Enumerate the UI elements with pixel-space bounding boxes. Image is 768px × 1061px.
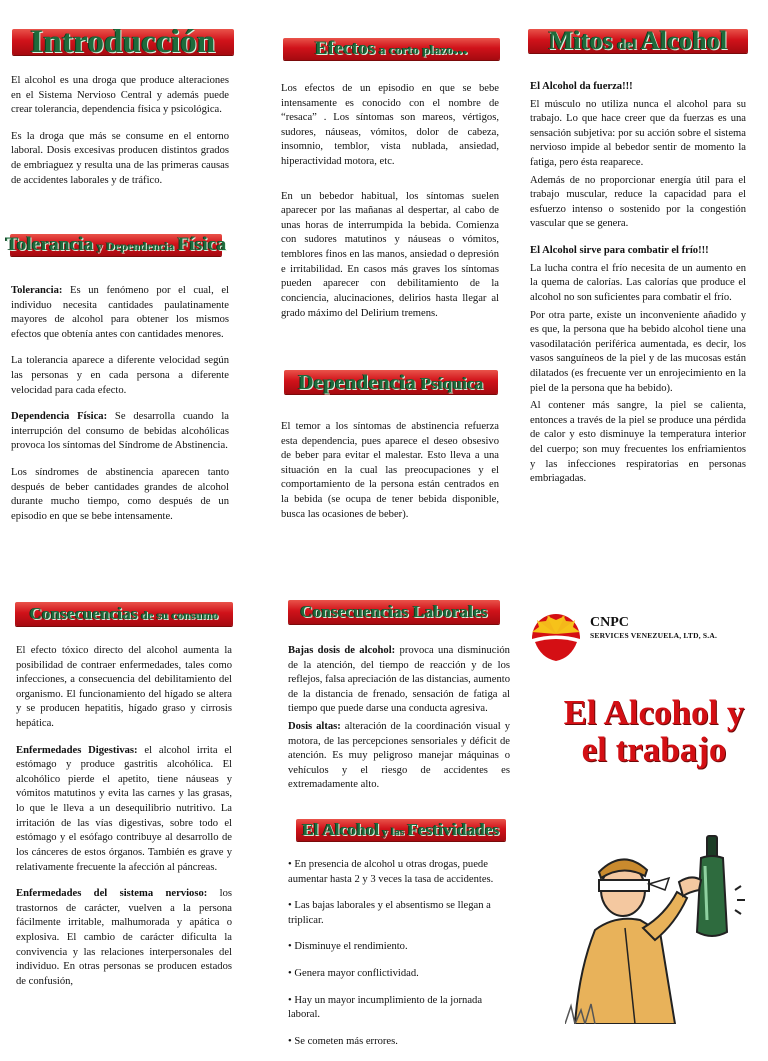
myth-2-heading <box>530 244 746 259</box>
myth-1-paragraph-1: El músculo no utiliza nunca el alcohol para su trabajo. Lo que hace creer que da fuerzas es una sensación subjetiva: por su acción sobre el sistema nervioso impide al bebedor sentir de momento la fatiga, pero ésta reaparece. <box>530 98 746 169</box>
list-item: • Hay un mayor incumplimiento de la jornada laboral. <box>288 994 483 1021</box>
intro-title: Introducción <box>12 18 234 66</box>
psychic-dependence-section <box>281 420 499 534</box>
festivities-title-word-2: Alcohol <box>322 820 380 839</box>
short-term-effects-title <box>283 30 500 68</box>
consumption-consequences-title <box>15 594 233 634</box>
tolerance-paragraph <box>11 284 229 342</box>
blindfold <box>599 880 649 891</box>
myth-1-heading-text: El Alcohol da fuerza!!! <box>530 81 633 92</box>
cover-title-line-1: El Alcohol y <box>563 693 745 732</box>
cover-title-line-2: el trabajo <box>581 729 727 769</box>
consumption-title-word-1: Consecuencias <box>29 604 138 623</box>
consumption-paragraph: El efecto tóxico directo del alcohol aumenta la posibilidad de contraer enfermedades, tales como infecciones, a consecuencia del debilitamiento del organismo. El funcionamiento del hígado se altera y se producen hepatitis, hígado graso y cirrosis hepática. <box>16 645 232 730</box>
nervous-text: los trastornos de carácter, vuelven a la persona fácilmente irritable, malhumorada y apática o explosiva. El cambio de carácter dificulta la convivencia y las relaciones interpersonales del individuo. En otras personas se producen estados de confusión, <box>16 888 233 987</box>
tolerance-text: Es un fenómeno por el cual, el individuo necesita cantidades paulatinamente mayores de alcohol para obtener los mismos efectos que obtenía antes con cantidades menores. <box>11 285 229 340</box>
tolerance-section <box>11 284 229 537</box>
cover-title <box>540 695 768 769</box>
festivities-list <box>288 858 510 1061</box>
short-term-paragraph-1: Los efectos de un episodio en que se bebe intensamente es conocido con el nombre de “resaca” . Los síntomas son mareos, vértigos, sudores, náuseas, vómitos, dolor de cabeza, insomnio, temblor, vista nublada, ansiedad, hiperactividad motora, etc. <box>281 83 499 168</box>
arm <box>643 892 687 940</box>
festivities-title-word-4: Festividades <box>407 820 500 839</box>
nervous-label: Enfermedades del sistema nervioso: <box>16 888 208 900</box>
myth-2-paragraph-3: Al contener más sangre, la piel se calienta, entonces a través de la piel se produce una pérdida de calor y esto disminuye la temperatura interior del cuerpo; son muy frecuentes los enfriamientos y las infecciones respiratorias en personas embriagadas. <box>530 400 746 485</box>
list-item: • Genera mayor conflictividad. <box>288 968 419 980</box>
nervous-system-paragraph <box>16 887 232 989</box>
myth-1-paragraph-2: Además de no proporcionar energía útil para el trabajo muscular, reduce la capacidad para el esfuerzo intenso o sostenido por la congestión vascular que se genera. <box>530 174 746 230</box>
brand-name: CNPC <box>590 615 629 630</box>
labor-consequences-section <box>288 644 510 805</box>
list-item: • Disminuye el rendimiento. <box>288 941 408 953</box>
tolerance-title-word-1: Tolerancia <box>5 234 94 255</box>
myths-title <box>528 16 748 66</box>
tolerance-label: Tolerancia: <box>11 285 63 296</box>
intro-section <box>11 74 229 200</box>
psychic-paragraph: El temor a los síntomas de abstinencia refuerza esta dependencia, pues aparece el deseo obsesivo de beber para evitar el malestar. Esto lleva a una situación en la cual las preocupaciones y el comportamiento de la persona están centrados en la bebida (se ocupa de tener bebida disponible, busca las ocasiones de beber). <box>281 421 499 520</box>
festivities-title <box>296 812 506 848</box>
intro-paragraph-2: Es la droga que más se consume en el entorno laboral. Dosis excesivas producen distintos grados de embriaguez y resulta una de las primeras causas de accidentes laborales y de tráfico. <box>11 130 229 186</box>
physical-dependence-label: Dependencia Física: <box>11 411 108 423</box>
myths-title-word-1: Mitos <box>548 26 614 55</box>
withdrawal-paragraph: Los síndromes de abstinencia aparecen tanto después de beber cantidades grandes de alcohol durante mucho tiempo, como después de un episodio en que se bebe intensamente. <box>11 467 229 522</box>
physical-dependence-paragraph <box>11 410 229 454</box>
physical-dependence-text: Se desarrolla cuando la interrupción del consumo de bebidas alcohólicas provoca los síntomas del Síndrome de Abstinencia. <box>11 411 229 452</box>
tolerance-title-word-3: Física <box>177 234 227 255</box>
tolerance-title-word-2: y Dependencia <box>93 239 178 253</box>
tolerance-title <box>5 226 227 264</box>
myth-2-heading-text: El Alcohol sirve para combatir el frío!!! <box>530 245 709 257</box>
list-item: • Las bajas laborales y el absentismo se llegan a triplicar. <box>288 900 491 926</box>
festivities-title-word-1: El <box>302 820 323 839</box>
digestive-text: el alcohol irrita el estómago y produce gastritis alcohólica. El alcohólico pierde el apetito, tiene náuseas y vómitos matutinos y evita las carnes y las grasas, lo que le lleva a un desequilibrio nutritivo. La irritación de las vías digestivas, sobre todo el estómago y el esófago contribuye al desarrollo de los cánceres de estos órganos. También es grave y relativamente frecuente la afección al páncreas. <box>16 744 232 873</box>
consumption-consequences-section <box>16 644 232 1001</box>
psychic-dependence-title <box>284 362 498 402</box>
high-dose-text: alteración de la coordinación visual y motora, de las percepciones sensoriales y déficit de atención. Es muy peligroso manejar máquinas o vehículos y el riesgo de accidentes es extremadamente alto. <box>288 721 510 791</box>
psychic-title-word-2: Psíquica <box>416 373 484 393</box>
myth-2-paragraph-2: Por otra parte, existe un inconveniente añadido y es que, la persona que ha bebido alcohol tiene una vasodilatación periférica aumentada, es decir, los vasos sanguíneos de la piel y de las mucosas están dilatados (es frecuente ver un enrojecimiento en la piel de la persona que ha bebido). <box>530 309 746 394</box>
myths-section <box>530 80 746 499</box>
intro-paragraph-1: El alcohol es una droga que produce alteraciones en el Sistema Nervioso Central y además puede crear tolerancia, dependencia física y psicológica. <box>11 75 229 116</box>
myth-2-paragraph-1: La lucha contra el frío necesita de un aumento en la quema de calorías. Las calorías que produce el alcohol no son suficientes para combatir el frío. <box>530 262 746 303</box>
tolerance-paragraph-2: La tolerancia aparece a diferente velocidad según las personas y en cada persona a diferente velocidad para cada efecto. <box>11 355 229 396</box>
low-dose-text: provoca una disminución de la atención, del tiempo de reacción y de los reflejos, falsa apreciación de las distancias, aumento de la distancia de frenado, sensación de fatiga al tiempo que puede darse una conducta agresiva. <box>288 645 510 715</box>
myth-1-heading <box>530 80 746 95</box>
short-term-paragraph-2: En un bebedor habitual, los síntomas suelen aparecer por las mañanas al despertar, al cabo de unas horas de interrumpida la bebida. Comienza con sudores matutinos y náuseas o vómitos, temblores finos en las manos, ansiedad o depresión e irritabilidad. En casos más graves los síntomas pueden aparecer con debilitamiento de la conciencia, alucinaciones, delirios hasta llegar al grado máximo del Delirium tremens. <box>281 190 499 319</box>
myths-title-word-2: del <box>613 37 641 53</box>
short-term-effects-section <box>281 82 499 333</box>
labor-consequences-title <box>288 592 500 632</box>
low-dose-label: Bajas dosis de alcohol: <box>288 645 396 656</box>
short-term-title-word-2: a corto plazo <box>375 42 454 57</box>
labor-title-word-1: Consecuencias <box>300 602 409 621</box>
short-term-title-word-1: Efectos <box>315 38 376 59</box>
short-term-title-word-3: ... <box>453 38 468 59</box>
digestive-label: Enfermedades Digestivas: <box>16 744 138 756</box>
high-dose-label: Dosis altas: <box>288 721 341 733</box>
list-item: • Se cometen más errores. <box>288 1035 398 1047</box>
consumption-title-word-2: de su consumo <box>137 608 219 622</box>
high-dose-paragraph <box>288 720 510 793</box>
brand-subtitle: SERVICES VENEZUELA, LTD, S.A. <box>590 631 718 640</box>
brand-block <box>590 615 717 640</box>
festivities-title-word-3: y las <box>379 826 408 838</box>
myths-title-word-3: Alcohol <box>640 26 728 55</box>
list-item: • En presencia de alcohol u otras drogas, puede aumentar hasta 2 y 3 veces la tasa de accidentes. <box>288 859 494 885</box>
bottle <box>697 836 727 936</box>
blindfolded-drinker-cartoon <box>565 820 765 1024</box>
cnpc-logo-icon <box>527 612 585 664</box>
psychic-title-word-1: Dependencia <box>298 369 417 394</box>
low-dose-paragraph <box>288 644 510 717</box>
labor-title-word-2: Laborales <box>408 602 488 621</box>
digestive-diseases-paragraph <box>16 744 232 875</box>
